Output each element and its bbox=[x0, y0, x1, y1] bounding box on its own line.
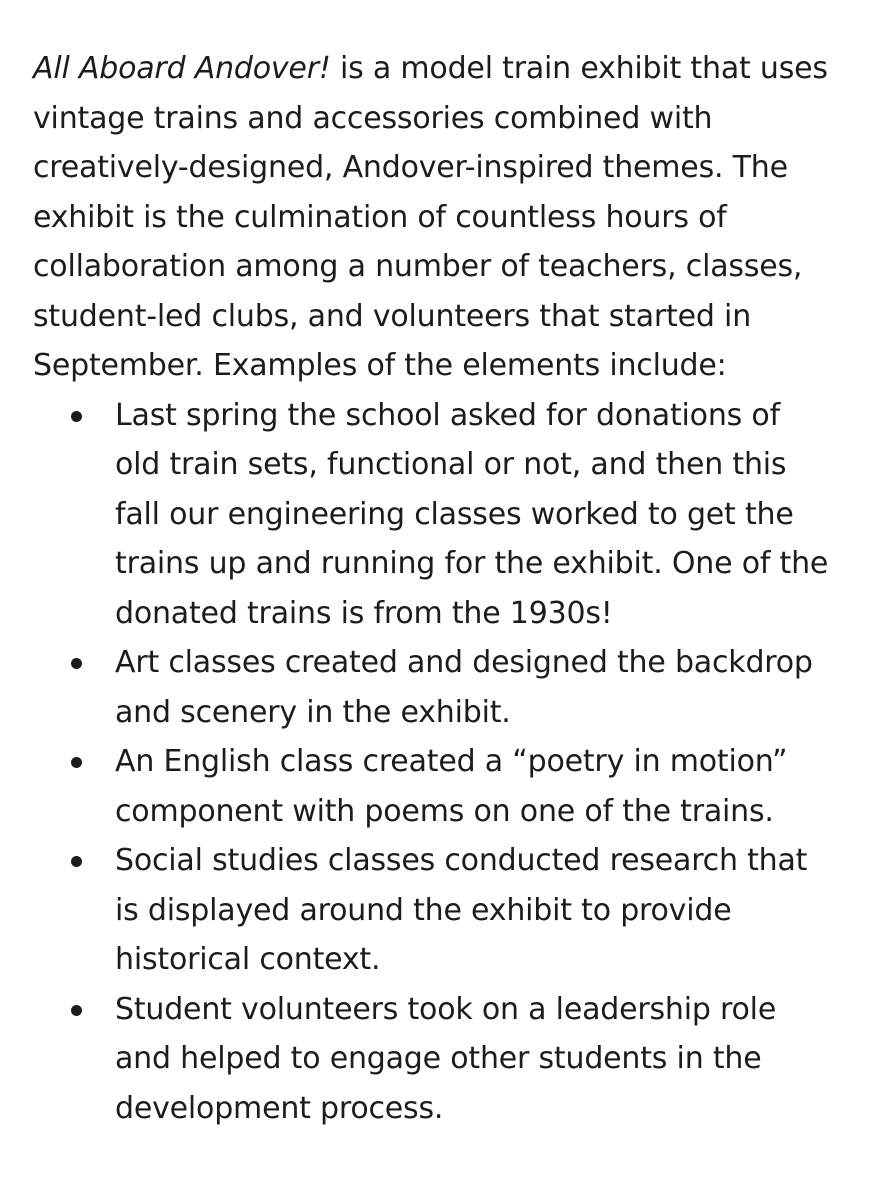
list-item bbox=[33, 985, 833, 1134]
list-item bbox=[33, 836, 833, 985]
list-item-text: Student volunteers took on a leadership role and helped to engage other students in the development process. bbox=[115, 991, 777, 1126]
list-item-text: Art classes created and designed the backdrop and scenery in the exhibit. bbox=[115, 645, 813, 730]
list-item-text: An English class created a “poetry in motion” component with poems on one of the trains. bbox=[115, 744, 788, 829]
exhibit-title: All Aboard Andover! bbox=[33, 51, 331, 86]
document-body bbox=[33, 44, 863, 1133]
intro-text: is a model train exhibit that uses vintage trains and accessories combined with creatively-designed, Andover-inspired themes. The exhibit is the culmination of countless hours of collaboration among a number of teachers, classes, student-led clubs, and volunteers that started in September. Examples of the elements include: bbox=[33, 51, 828, 383]
list-item bbox=[33, 391, 833, 639]
list-item-text: Last spring the school asked for donations of old train sets, functional or not, and then this fall our engineering classes worked to get the trains up and running for the exhibit. One of the donated trains is from the 1930s! bbox=[115, 397, 829, 631]
bullet-icon bbox=[71, 856, 82, 867]
list-item bbox=[33, 638, 833, 737]
bullet-icon bbox=[71, 1005, 82, 1016]
bullet-icon bbox=[71, 411, 82, 422]
bullet-icon bbox=[71, 757, 82, 768]
intro-paragraph bbox=[33, 44, 863, 391]
list-item bbox=[33, 737, 833, 836]
elements-list bbox=[33, 391, 863, 1134]
bullet-icon bbox=[71, 658, 82, 669]
list-item-text: Social studies classes conducted research that is displayed around the exhibit to provide historical context. bbox=[115, 843, 808, 977]
